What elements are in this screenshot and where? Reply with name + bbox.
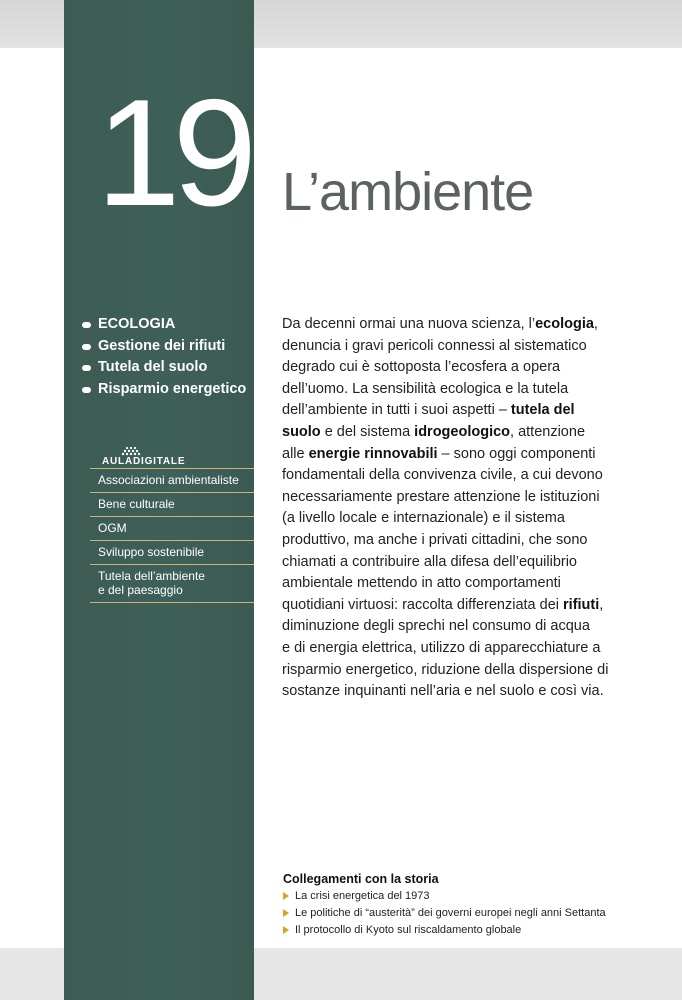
link-tutela-ambiente-paesaggio[interactable] [90,564,254,603]
topic-list [82,314,252,400]
paragraph-line [282,530,618,552]
text-run: necessariamente prestare attenzione le istituzioni [282,488,600,505]
text-run: chiamati a contribuire alla difesa dell’equilibrio [282,553,577,570]
paragraph-line [282,681,618,703]
paragraph-line [282,660,618,682]
arrow-right-icon [283,909,289,917]
text-run: dell’ambiente in tutti i suoi aspetti – [282,402,511,419]
topic-label: Risparmio energetico [98,380,247,397]
arrow-right-icon [283,892,289,900]
chapter-number: 19 [96,68,250,238]
topic-label: Gestione dei rifiuti [98,337,226,354]
topic-label: Tutela del suolo [98,359,208,375]
text-run: dell’uomo. La sensibilità ecologica e la tutela [282,380,569,397]
paragraph-line [282,314,618,336]
paragraph-line [282,422,618,444]
text-run: diminuzione degli sprechi nel consumo di acqua [282,618,590,635]
chapter-title: L’ambiente [282,162,534,222]
text-run: – sono oggi componenti [437,445,596,462]
bullet-icon [82,322,91,328]
text-run: quotidiani virtuosi: raccolta differenziata dei [282,596,564,613]
paragraph-line [282,400,618,422]
aula-digitale-links [90,468,254,603]
topic-label: ECOLOGIA [98,316,176,332]
text-run: , attenzione [510,423,586,440]
paragraph-line [282,336,618,358]
arrow-right-icon [283,926,289,934]
connection-label: Le politiche di “austerità” dei governi europei negli anni Settanta [295,907,606,919]
text-run: alle [282,445,309,462]
connection-item[interactable] [283,922,623,939]
text-run: denuncia i gravi pericoli connessi al sistematico [282,337,587,354]
connection-label: La crisi energetica del 1973 [295,890,430,902]
paragraph-line [282,508,618,530]
keyword: rifiuti [563,596,600,613]
paragraph-line [282,487,618,509]
link-sviluppo-sostenibile[interactable]: Sviluppo sostenibile [90,540,254,564]
bullet-icon [82,365,91,371]
intro-paragraph [282,314,618,703]
keyword: ecologia [535,316,594,332]
text-run: fondamentali della convivenza civile, a cui devono [282,467,603,484]
bullet-icon [82,387,91,393]
text-run: produttivo, ma anche i privati cittadini, che sono [282,531,588,548]
link-ogm[interactable]: OGM [90,516,254,540]
history-connections [283,870,623,939]
link-line: Tutela dell’ambiente [98,569,205,583]
topic-item [82,379,252,401]
paragraph-line [282,595,618,617]
aula-digitale-logo [102,446,242,468]
paragraph-line [282,379,618,401]
link-bene-culturale[interactable]: Bene culturale [90,492,254,516]
text-run: (a livello locale e internazionale) e il sistema [282,510,565,527]
bullet-icon [82,344,91,350]
keyword: energie rinnovabili [308,445,438,462]
link-associazioni-ambientaliste[interactable]: Associazioni ambientaliste [90,468,254,492]
paragraph-line [282,638,618,660]
keyword: suolo [282,423,321,440]
aula-digitale-label: AULADIGITALE [102,456,186,467]
text-run: , [593,316,598,332]
connections-heading: Collegamenti con la storia [283,872,439,886]
paragraph-line [282,552,618,574]
topic-item [82,336,252,358]
connection-item[interactable] [283,905,623,922]
topic-item [82,357,252,379]
text-run: Da decenni ormai una nuova scienza, l’ [282,316,536,332]
text-run: sostanze inquinanti nell’aria e nel suolo e così via. [282,683,604,700]
paragraph-line [282,573,618,595]
text-run: e di energia elettrica, utilizzo di apparecchiature a [282,639,601,656]
keyword: idrogeologico [414,423,511,440]
keyword: tutela del [510,402,575,419]
text-run: degrado cui è sottoposta l’ecosfera a opera [282,359,561,376]
text-run: , [599,596,604,613]
text-run: e del sistema [320,423,415,440]
link-line: e del paesaggio [98,583,183,597]
paragraph-line [282,465,618,487]
topic-item [82,314,252,336]
text-run: ambientale mettendo in atto comportamenti [282,575,561,592]
paragraph-line [282,357,618,379]
dots-logo-icon [118,446,144,456]
connection-item[interactable] [283,888,623,905]
paragraph-line [282,444,618,466]
paragraph-line [282,616,618,638]
text-run: risparmio energetico, riduzione della dispersione di [282,661,609,678]
connection-label: Il protocollo di Kyoto sul riscaldamento globale [295,924,522,936]
